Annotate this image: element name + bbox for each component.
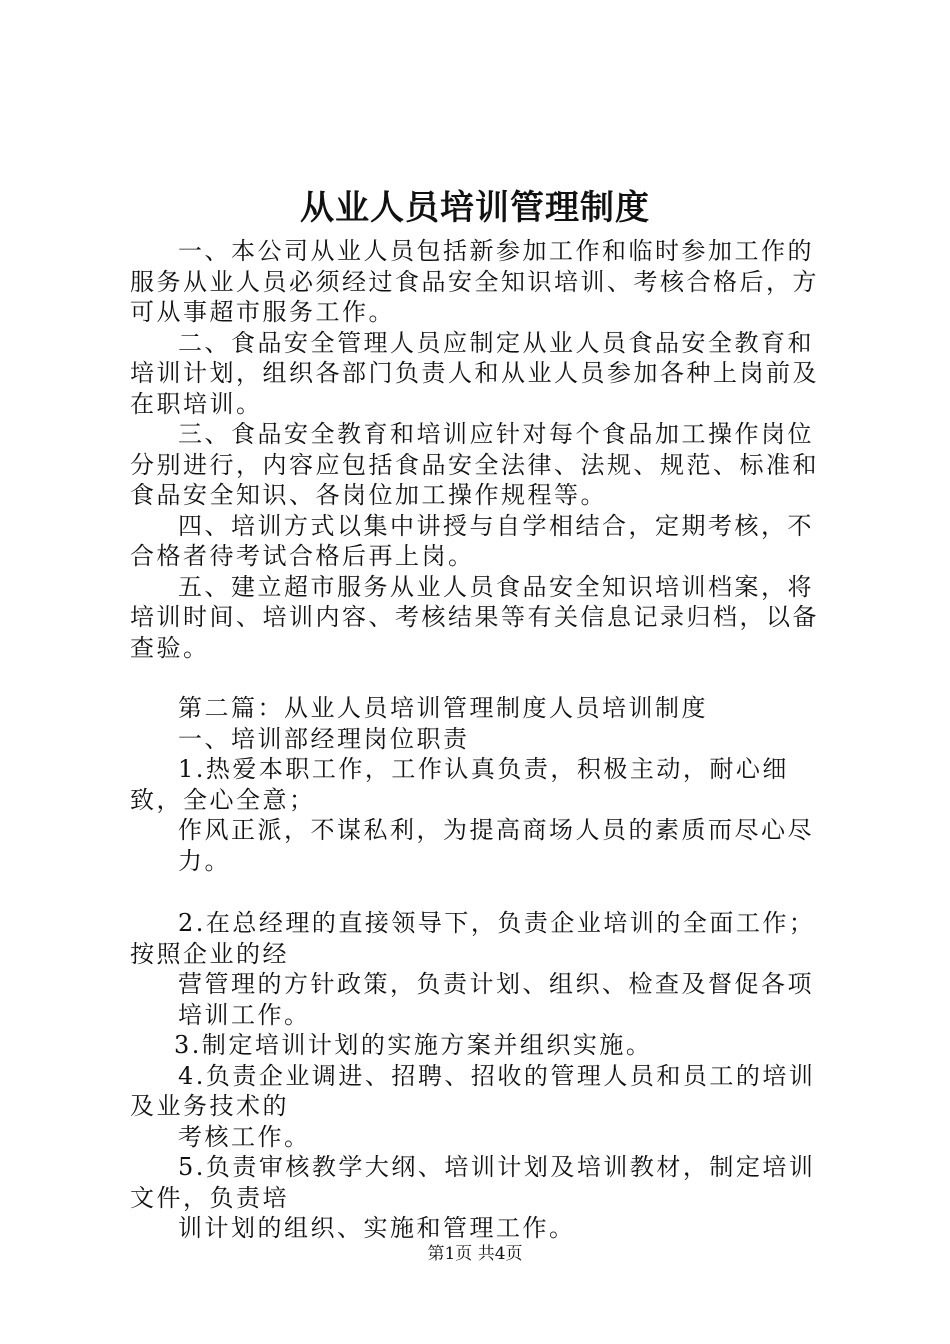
paragraph-4: 四、培训方式以集中讲授与自学相结合，定期考核，不合格者待考试合格后再上岗。 bbox=[130, 511, 814, 570]
paragraph-2: 二、食品安全管理人员应制定从业人员食品安全教育和培训计划，组织各部门负责人和从业人员参加各种上岗前及在职培训。 bbox=[130, 328, 819, 418]
duty-item-4: 4.负责企业调进、招聘、招收的管理人员和员工的培训及业务技术的 bbox=[130, 1061, 816, 1120]
duty-item-4-continued: 考核工作。 bbox=[178, 1122, 311, 1151]
paragraph-1: 一、本公司从业人员包括新参加工作和临时参加工作的服务从业人员必须经过食品安全知识培训、考核合格后，方可从事超市服务工作。 bbox=[130, 237, 819, 326]
paragraph-3: 三、食品安全教育和培训应针对每个食品加工操作岗位分别进行，内容应包括食品安全法律、法规、规范、标准和食品安全知识、各岗位加工操作规程等。 bbox=[130, 420, 819, 509]
duty-item-5: 5.负责审核教学大纲、培训计划及培训教材，制定培训文件，负责培 bbox=[130, 1153, 816, 1212]
spacer bbox=[130, 876, 840, 908]
spacer bbox=[130, 663, 840, 693]
paragraph-5: 五、建立超市服务从业人员食品安全知识培训档案，将培训时间、培训内容、考核结果等有关信息记录归档，以备查验。 bbox=[130, 572, 819, 662]
duty-item-2: 2.在总经理的直接领导下，负责企业培训的全面工作；按照企业的经 bbox=[130, 909, 816, 968]
duty-item-2-continued: 营管理的方针政策，负责计划、组织、检查及督促各项培训工作。 bbox=[178, 970, 814, 1029]
duty-item-3: 3.制定培训计划的实施方案并组织实施。 bbox=[174, 1031, 653, 1059]
document-body bbox=[130, 236, 840, 1244]
document-title: 从业人员培训管理制度 bbox=[300, 188, 650, 228]
section-subheading: 一、培训部经理岗位职责 bbox=[178, 724, 470, 753]
duty-item-1: 1.热爱本职工作，工作认真负责，积极主动，耐心细致，全心全意； bbox=[130, 755, 789, 814]
page-number: 第1页 共4页 bbox=[427, 1244, 523, 1264]
duty-item-5-continued: 训计划的组织、实施和管理工作。 bbox=[178, 1214, 576, 1242]
duty-item-1-continued: 作风正派，不谋私利，为提高商场人员的素质而尽心尽力。 bbox=[178, 816, 814, 875]
section-heading: 第二篇：从业人员培训管理制度人员培训制度 bbox=[178, 694, 708, 722]
